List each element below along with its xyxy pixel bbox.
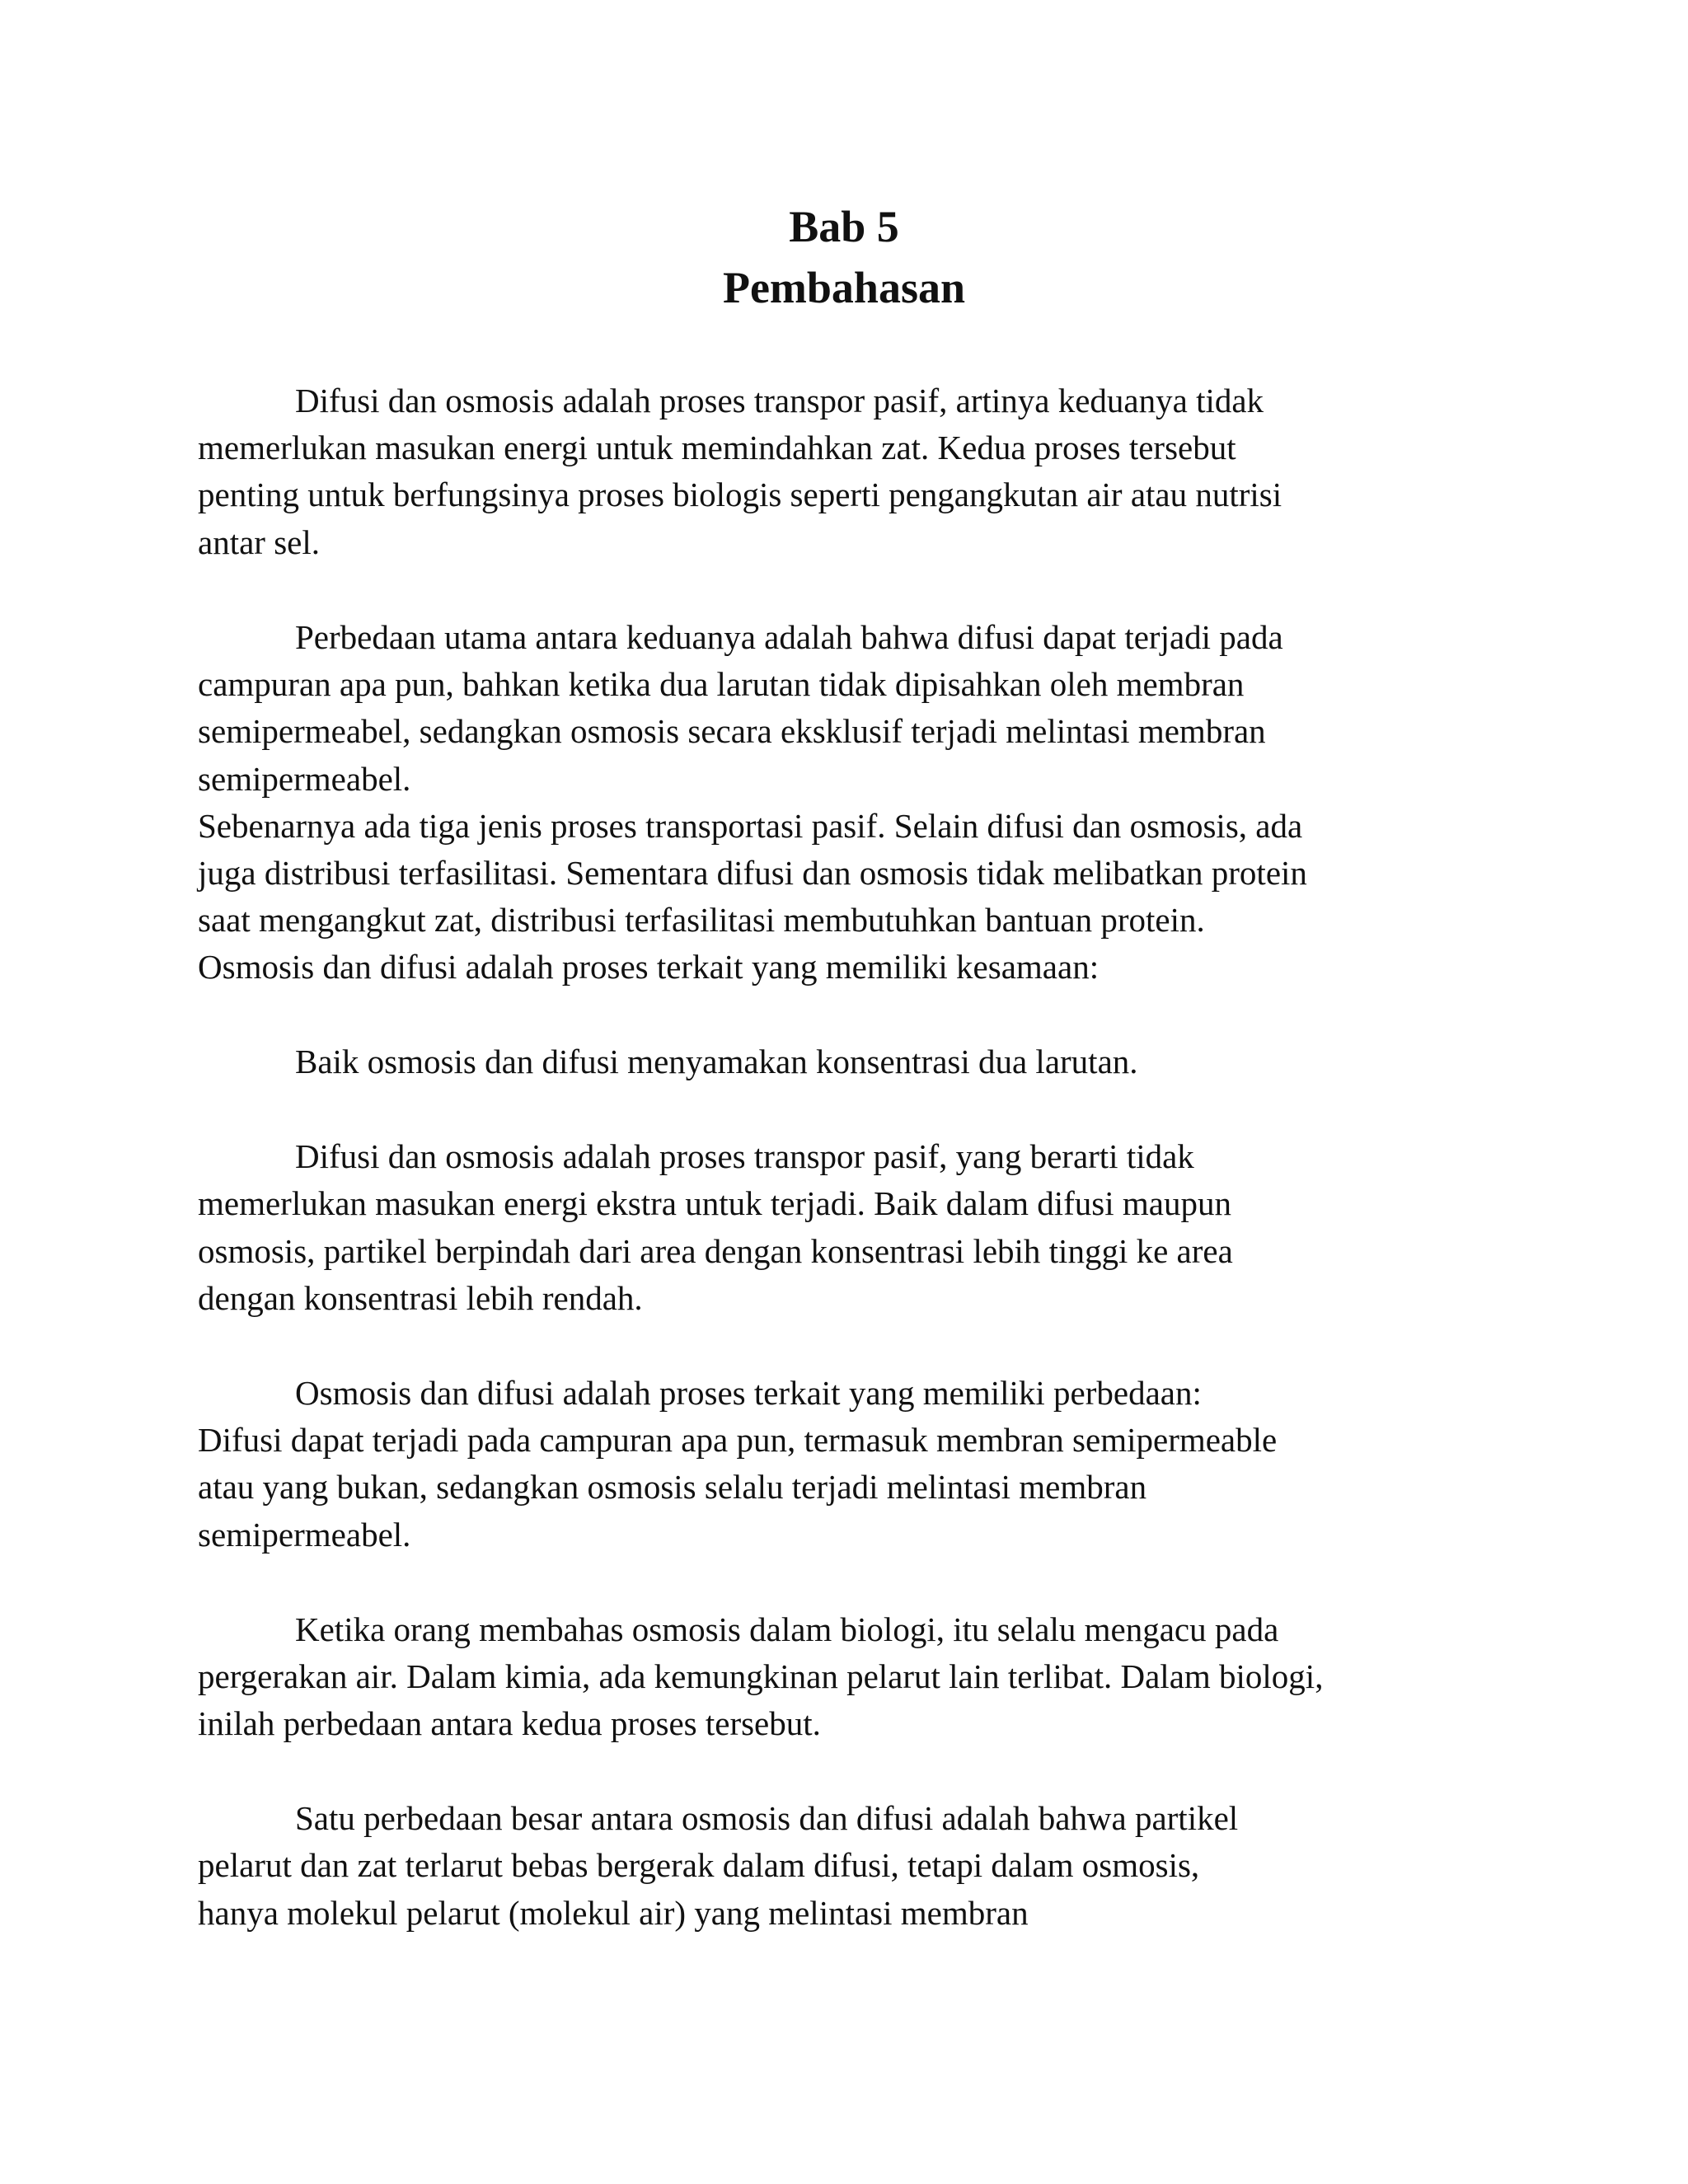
- text-line: osmosis, partikel berpindah dari area dengan konsentrasi lebih tinggi ke area: [198, 1232, 1233, 1270]
- text-line: saat mengangkut zat, distribusi terfasilitasi membutuhkan bantuan protein.: [198, 901, 1205, 939]
- text-line: semipermeabel.: [198, 760, 411, 798]
- text-line: Satu perbedaan besar antara osmosis dan difusi adalah bahwa partikel: [295, 1799, 1239, 1837]
- chapter-heading: Bab 5: [789, 202, 899, 251]
- chapter-title: Pembahasan: [722, 263, 966, 312]
- text-line: inilah perbedaan antara kedua proses tersebut.: [198, 1704, 821, 1742]
- text-line: Perbedaan utama antara keduanya adalah bahwa difusi dapat terjadi pada: [295, 618, 1283, 656]
- text-line: campuran apa pun, bahkan ketika dua larutan tidak dipisahkan oleh membran: [198, 665, 1245, 703]
- text-line: Osmosis dan difusi adalah proses terkait yang memiliki kesamaan:: [198, 948, 1100, 986]
- text-line: Osmosis dan difusi adalah proses terkait yang memiliki perbedaan:: [295, 1374, 1202, 1412]
- text-line: Difusi dapat terjadi pada campuran apa pun, termasuk membran semipermeable: [198, 1421, 1278, 1459]
- text-line: Difusi dan osmosis adalah proses transpor pasif, artinya keduanya tidak: [295, 382, 1264, 419]
- text-line: atau yang bukan, sedangkan osmosis selalu terjadi melintasi membran: [198, 1468, 1147, 1506]
- text-line: Sebenarnya ada tiga jenis proses transportasi pasif. Selain difusi dan osmosis, ada: [198, 807, 1303, 845]
- text-line: pergerakan air. Dalam kimia, ada kemungkinan pelarut lain terlibat. Dalam biologi,: [198, 1657, 1324, 1695]
- text-line: pelarut dan zat terlarut bebas bergerak dalam difusi, tetapi dalam osmosis,: [198, 1846, 1200, 1884]
- text-line: semipermeabel, sedangkan osmosis secara eksklusif terjadi melintasi membran: [198, 712, 1266, 750]
- text-line: hanya molekul pelarut (molekul air) yang melintasi membran: [198, 1894, 1029, 1932]
- text-line: Difusi dan osmosis adalah proses transpor pasif, yang berarti tidak: [295, 1137, 1194, 1175]
- text-line: antar sel.: [198, 523, 320, 561]
- text-line: juga distribusi terfasilitasi. Sementara difusi dan osmosis tidak melibatkan protein: [198, 854, 1307, 892]
- text-line: memerlukan masukan energi ekstra untuk terjadi. Baik dalam difusi maupun: [198, 1184, 1231, 1222]
- text-line: memerlukan masukan energi untuk memindahkan zat. Kedua proses tersebut: [198, 429, 1236, 466]
- text-line: penting untuk berfungsinya proses biologis seperti pengangkutan air atau nutrisi: [198, 476, 1282, 513]
- text-line: Baik osmosis dan difusi menyamakan konsentrasi dua larutan.: [295, 1043, 1138, 1080]
- text-line: dengan konsentrasi lebih rendah.: [198, 1279, 643, 1317]
- text-line: semipermeabel.: [198, 1516, 411, 1554]
- text-line: Ketika orang membahas osmosis dalam biologi, itu selalu mengacu pada: [295, 1610, 1279, 1648]
